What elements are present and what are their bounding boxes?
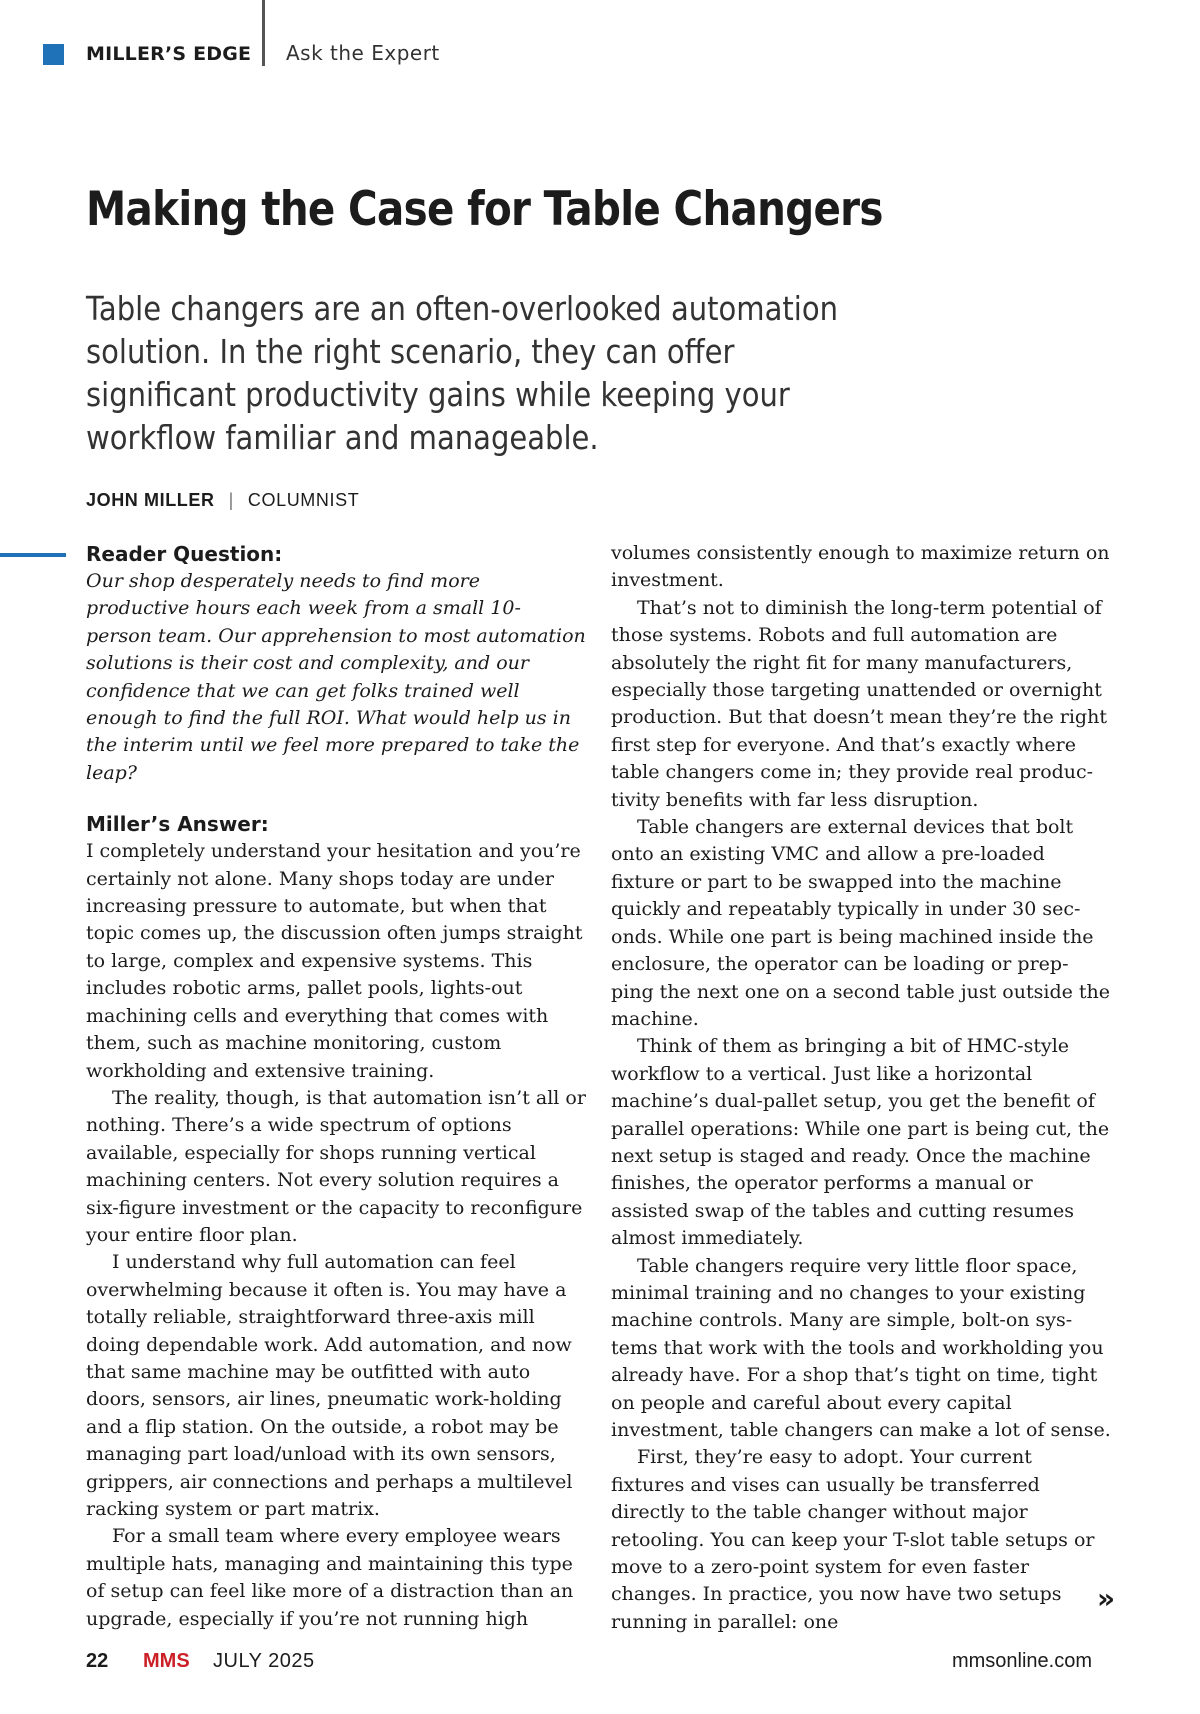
reader-question: Our shop desperately needs to find more productive hours each week from a small 10-person team. Our apprehension to most automation solutions is their cost and complexity, and our confidence that we can get folks trained well enough to find the full ROI. What would help us in the interim until we feel more prepared to take the leap? bbox=[86, 570, 586, 784]
author-name: JOHN MILLER bbox=[86, 490, 215, 510]
running-header bbox=[43, 38, 440, 70]
byline-separator: | bbox=[228, 490, 234, 510]
left-column bbox=[86, 540, 586, 1633]
right-column bbox=[611, 540, 1111, 1636]
section-marker-icon bbox=[43, 44, 64, 65]
article-deck: Table changers are an often-overlooked automation solution. In the right scenario, they can offer significant productivity gains while keeping your workflow familiar and manageable. bbox=[86, 289, 839, 457]
website-link[interactable]: mmsonline.com bbox=[951, 1650, 1092, 1672]
page-number: 22 bbox=[86, 1650, 109, 1672]
byline bbox=[86, 490, 359, 511]
answer-heading: Miller’s Answer: bbox=[86, 812, 269, 837]
body-paragraph: The reality, though, is that automation isn’t all or nothing. There’s a wide spectrum of options available, especially for shops running vertical machining centers. Not every solution requires a six-figure investment or the capacity to reconfigure your entire floor plan. bbox=[86, 1086, 586, 1246]
article-title: Making the Case for Table Changers bbox=[86, 182, 883, 237]
body-paragraph: That’s not to diminish the long-term potential of those systems. Robots and full automation are absolutely the right fit for many manufacturers, especially those targeting unattended or overnight production. But that doesn’t mean they’re the right first step for everyone. And that’s exactly where table changers come in; they provide real produc-tivity benefits with far less disruption. bbox=[611, 596, 1107, 811]
question-heading: Reader Question: bbox=[86, 542, 283, 566]
subsection-label: Ask the Expert bbox=[286, 41, 440, 65]
section-label: MILLER’S EDGE bbox=[86, 43, 252, 65]
continue-arrow-icon: » bbox=[1097, 1582, 1116, 1615]
body-paragraph: I completely understand your hesitation and you’re certainly not alone. Many shops today are under increasing pressure to automate, but when that topic comes up, the discussion often jumps straight to large, complex and expensive systems. This includes robotic arms, pallet pools, lights-out machining cells and everything that comes with them, such as machine monitoring, custom workholding and extensive training. bbox=[86, 840, 583, 1082]
body-paragraph: Table changers require very little floor space, minimal training and no changes to your existing machine controls. Many are simple, bolt-on sys-tems that work with the tools and workholding you already have. For a shop that’s tight on time, tight on people and careful about every capital investment, table changers can make a lot of sense. bbox=[611, 1254, 1111, 1441]
author-role: COLUMNIST bbox=[247, 490, 360, 510]
body-paragraph: First, they’re easy to adopt. Your current fixtures and vises can usually be transferred directly to the table changer without major retooling. You can keep your T-slot table setups or move to a zero-point system for even faster changes. In practice, you now have two setups running in parallel: one bbox=[611, 1446, 1095, 1633]
body-paragraph: Table changers are external devices that bolt onto an existing VMC and allow a pre-loaded fixture or part to be swapped into the machine quickly and repeatably typically in under 30 sec-onds. While one part is being machined inside the enclosure, the operator can be loading or prep-ping the next one on a second table just outside the machine. bbox=[611, 816, 1111, 1030]
body-paragraph: Think of them as bringing a bit of HMC-style workflow to a vertical. Just like a horizontal machine’s dual-pallet setup, you get the benefit of parallel operations: While one part is being cut, the next setup is staged and ready. Once the machine finishes, the operator performs a manual or assisted swap of the tables and cutting resumes almost immediately. bbox=[611, 1035, 1110, 1250]
accent-rule bbox=[0, 553, 66, 557]
magazine-logo: MMS bbox=[143, 1650, 190, 1672]
body-paragraph: volumes consistently enough to maximize return on investment. bbox=[611, 542, 1110, 592]
page-footer bbox=[86, 1650, 1092, 1680]
body-paragraph: For a small team where every employee wears multiple hats, managing and maintaining this type of setup can feel like more of a distraction than an upgrade, especially if you’re not running high bbox=[86, 1525, 574, 1630]
issue-date: JULY 2025 bbox=[213, 1650, 315, 1672]
body-paragraph: I understand why full automation can feel overwhelming because it often is. You may have a totally reliable, straightforward three-axis mill doing dependable work. Add automation, and now that same machine may be outfitted with auto doors, sensors, air lines, pneumatic work-holding and a flip station. On the outside, a robot may be managing part load/unload with its own sensors, grippers, air connections and perhaps a multilevel racking system or part matrix. bbox=[86, 1251, 573, 1520]
header-divider bbox=[262, 0, 265, 66]
